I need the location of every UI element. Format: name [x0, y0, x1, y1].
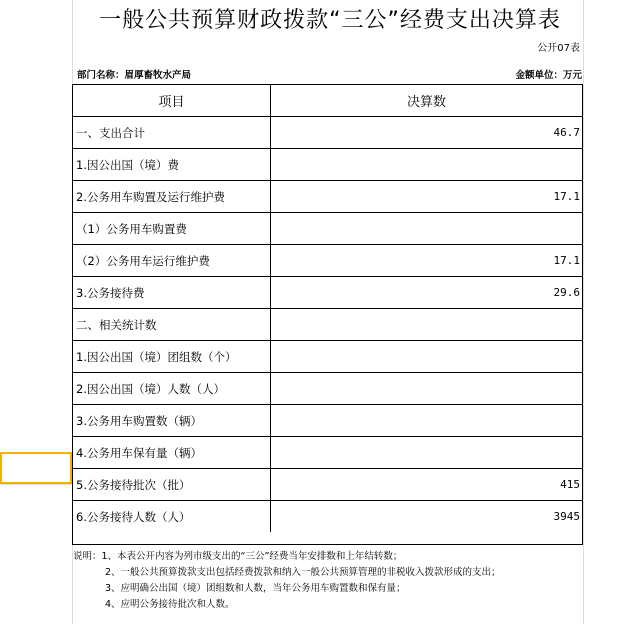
- grid-line: [583, 0, 584, 624]
- row-amount-cell[interactable]: [271, 213, 582, 244]
- selected-cell[interactable]: [0, 452, 72, 484]
- table-row: [73, 501, 582, 532]
- header-item[interactable]: 项目: [73, 85, 271, 116]
- table-row: [73, 373, 582, 405]
- notes: [73, 549, 501, 613]
- unit-label: 金额单位：万元: [515, 70, 582, 81]
- row-amount-cell[interactable]: [271, 309, 582, 340]
- row-item-cell[interactable]: 二、相关统计数: [73, 309, 271, 340]
- row-item-cell[interactable]: 4.公务用车保有量（辆）: [73, 437, 271, 468]
- table-row: [73, 309, 582, 341]
- row-item-cell[interactable]: 3.公务接待费: [73, 277, 271, 308]
- table-row: [73, 277, 582, 309]
- expense-table: [72, 84, 583, 545]
- row-item-cell[interactable]: 5.公务接待批次（批）: [73, 469, 271, 500]
- table-row: [73, 213, 582, 245]
- table-row: [73, 149, 582, 181]
- note-line: 2、一般公共预算拨款支出包括经费拨款和纳入一般公共预算管理的非税收入拨款形成的支出；: [105, 567, 501, 578]
- row-item-cell[interactable]: 3.公务用车购置数（辆）: [73, 405, 271, 436]
- row-item-cell[interactable]: （1）公务用车购置费: [73, 213, 271, 244]
- row-item-cell[interactable]: 2.公务用车购置及运行维护费: [73, 181, 271, 212]
- row-item-cell[interactable]: 一、支出合计: [73, 117, 271, 148]
- row-amount-cell[interactable]: 415: [560, 478, 580, 491]
- table-row: [73, 117, 582, 149]
- row-amount-cell[interactable]: [271, 341, 582, 372]
- table-header-row: [73, 85, 582, 117]
- row-amount-cell[interactable]: 17.1: [553, 190, 580, 203]
- note-line: 4、应明公务接待批次和人数。: [105, 599, 235, 610]
- row-amount-cell[interactable]: [271, 149, 582, 180]
- grid-line: [0, 484, 72, 485]
- note-line: 3、应明确公出国（境）团组数和人数，当年公务用车购置数和保有量；: [105, 583, 406, 594]
- row-amount-cell[interactable]: [271, 437, 582, 468]
- header-amount[interactable]: 决算数: [406, 95, 446, 110]
- form-code: 公开07表: [537, 43, 580, 54]
- department-label: 部门名称：眉厚畜牧水产局: [77, 70, 192, 81]
- row-amount-cell[interactable]: 17.1: [553, 254, 580, 267]
- row-amount-cell[interactable]: [271, 405, 582, 436]
- row-amount-cell[interactable]: 29.6: [553, 286, 580, 299]
- table-row: [73, 181, 582, 213]
- table-row: [73, 405, 582, 437]
- note-line: 说明：1、本表公开内容为列市级支出的“三公”经费当年安排数和上年结转数；: [73, 551, 403, 562]
- page-title: 一般公共预算财政拨款“三公”经费支出决算表: [99, 8, 561, 33]
- table-row: [73, 245, 582, 277]
- row-item-cell[interactable]: （2）公务用车运行维护费: [73, 245, 271, 276]
- table-row: [73, 341, 582, 373]
- row-item-cell[interactable]: 1.因公出国（境）团组数（个）: [73, 341, 271, 372]
- row-amount-cell[interactable]: [271, 373, 582, 404]
- table-row: [73, 469, 582, 501]
- row-item-cell[interactable]: 2.因公出国（境）人数（人）: [73, 373, 271, 404]
- table-row: [73, 437, 582, 469]
- row-amount-cell[interactable]: 3945: [553, 510, 580, 523]
- row-amount-cell[interactable]: 46.7: [553, 126, 580, 139]
- row-item-cell[interactable]: 6.公务接待人数（人）: [73, 501, 271, 532]
- row-item-cell[interactable]: 1.因公出国（境）费: [73, 149, 271, 180]
